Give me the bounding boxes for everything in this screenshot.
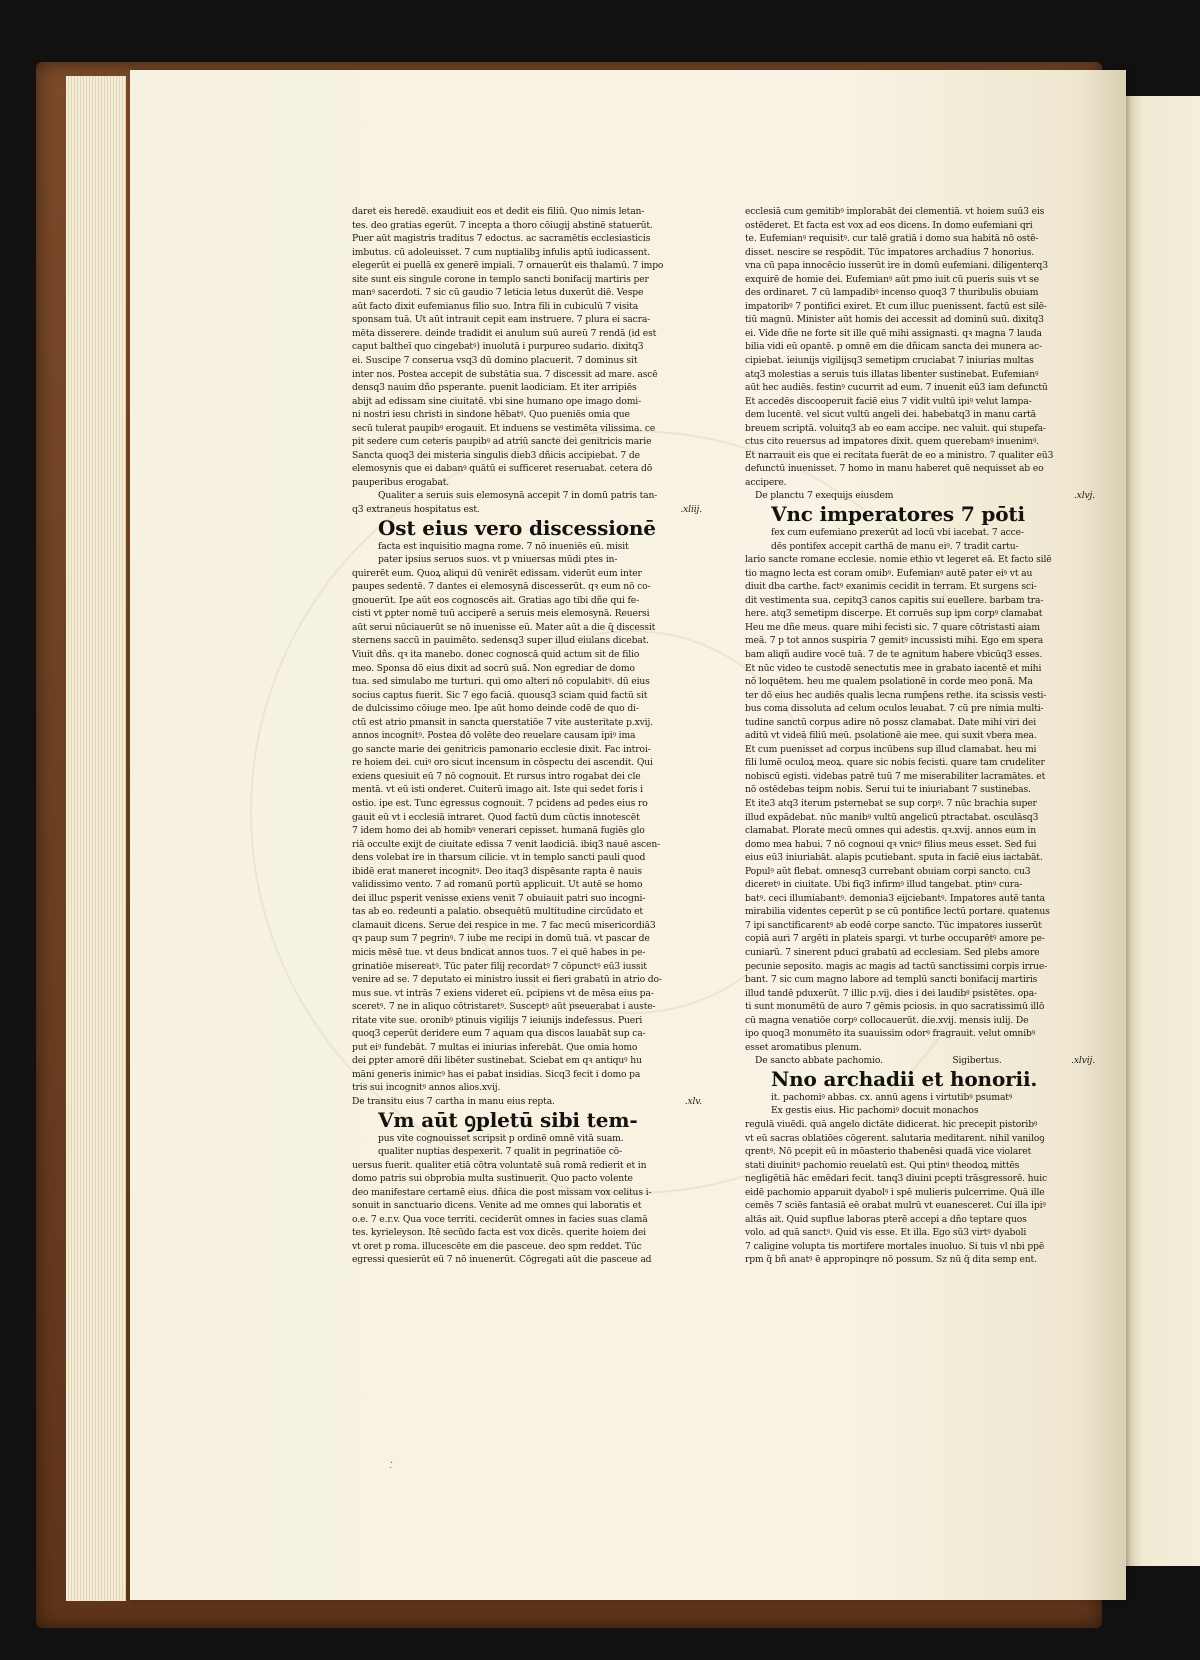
text-line: Et narrauit eis que ei recitata fuerāt de eo a ministro. 7 qualiter eū3 <box>745 449 1054 461</box>
text-line: riā occulte exijt de ciuitate edissa 7 venit laodiciā. ibiq3 nauē ascen- <box>352 838 661 850</box>
text-line: manꝰ sacerdoti. 7 sic cū gaudio 7 leticia letus duxerūt diē. Vespe <box>352 287 644 299</box>
text-line: cipiebat. ieiunijs vigilijsq3 semetipm cruciabat 7 iniurias multas <box>745 355 1034 367</box>
stacked-page-edges <box>66 76 126 1601</box>
text-line: mentā. vt eū isti onderet. Cuiterū imago ait. Iste qui sedet foris i <box>352 784 643 796</box>
text-line: dei illuc psperit venisse exiens venit 7 obuiauit patri suo incogni- <box>352 892 646 904</box>
text-line: egressi quesierūt eū 7 nō inuenerūt. Cōgregati aūt die pasceue ad <box>352 1254 652 1266</box>
text-line: inter nos. Postea accepit de substātia sua. 7 discessit ad mare. ascē <box>352 368 658 380</box>
text-line: fili lumē oculoꝝ meoꝝ. quare sic nobis fecisti. quare tam crudeliter <box>745 757 1045 769</box>
text-line: altās ait. Quid supflue laboras pterē accepi a dño teptare quos <box>745 1213 1027 1225</box>
text-line: des ordinaret. 7 cū lampadibꝰ incenso quoq3 7 thuribulis obuiam <box>745 287 1039 299</box>
text-line: Et accedēs discooperuit faciē eius 7 vidit vultū ipiꝰ velut lampa- <box>745 395 1032 407</box>
text-line: pit sedere cum ceteris paupibꝰ ad atriū sancte dei genitricis marie <box>352 436 652 448</box>
text-line: sponsam tuā. Ut aūt intrauit cepit eam instruere. 7 plura ei sacra- <box>352 314 651 326</box>
text-line: 7 caligine volupta tis mortifere mortales inuoluo. Si tuis vl nbi ppē <box>745 1240 1045 1252</box>
text-line: 7 ipi sanctificarentꝰ ab eodē corpe sancto. Tūc impatores iusserūt <box>745 919 1042 931</box>
text-line: facta est inquisitio magna rome. 7 nō inueniēs eū. misit <box>378 540 629 552</box>
text-line: pauperibus erogabat. <box>352 476 450 488</box>
text-line: volo. ad quā sanctꝰ. Quid vis esse. Et illa. Ego sū3 virtꝰ dyaboli <box>745 1227 1027 1239</box>
text-line: rpm q̄ bñ anatꝰ ē appropinqre nō possum. Sz nū q̄ dita semp ent. <box>745 1254 1037 1266</box>
text-line: ei. Vide dñe ne forte sit ille quē mihi assignasti. qꝛ magna 7 lauda <box>745 327 1042 339</box>
text-line: gnouerūt. Ipe aūt eos cognoscēs ait. Gratias ago tibi dñe qui fe- <box>352 594 640 606</box>
text-line: Ex gestis eius. Hic pachomiꝰ docuit monachos <box>771 1105 979 1117</box>
text-line: tris sui incognitꝰ annos alios.xvij. <box>352 1082 501 1094</box>
text-line: quoq3 ceperūt deridere eum 7 aquam qua discos lauabāt sup ca- <box>352 1028 646 1040</box>
text-line: sceretꝰ. 7 ne in aliquo cōtristaretꝰ. Susceptꝰ aūt pseuerabat i auste- <box>352 1001 656 1013</box>
text-line: ibidē erat maneret incognitꝰ. Deo itaq3 dispēsante rapta ē nauis <box>352 865 642 877</box>
text-line: mēta disserere. deinde tradidit ei anulum suū aureū 7 rendā (id est <box>352 327 657 339</box>
chapter-rubric-xliij <box>352 489 702 516</box>
text-line: negligētiā hāc emēdari fecit. tanq3 diuini pcepti trāsgressorē. huic <box>745 1173 1047 1185</box>
text-line: clamabat. Plorate mecū omnes qui adestis. qꝛ.xvij. annos eum in <box>745 825 1036 837</box>
text-line: quirerēt eum. Quoꝝ aliqui dū venirēt edissam. viderūt eum inter <box>352 567 642 579</box>
text-line: te. Eufemianꝰ requisitꝰ. cur talē gratiā i domo sua habitā nō ostē- <box>745 233 1039 245</box>
text-line: bus coma dissoluta ad celum oculos leuabat. 7 cū pre nimia multi- <box>745 703 1044 715</box>
text-line: exiens quesiuit eū 7 nō cognouit. Et rursus intro rogabat dei cle <box>352 770 641 782</box>
text-line: gauit eū vt i ecclesiā intraret. Quod factū dum cūctis innotescēt <box>352 811 640 823</box>
text-line: defunctū inuenisset. 7 homo in manu haberet quē nequisset ab eo <box>745 463 1044 475</box>
text-line: venire ad se. 7 deputato ei ministro iussit ei fieri grabatū in atrio do- <box>352 974 662 986</box>
text-line: it. pachomiꝰ abbas. cx. annū agens i virtutibꝰ psumatꝰ <box>771 1091 1013 1103</box>
text-line: site sunt eis singule corone in templo sancti bonifacij martiris per <box>352 273 649 285</box>
text-line: ostēderet. Et facta est vox ad eos dicens. In domo eufemiani qri <box>745 219 1033 231</box>
text-line: vna cū papa innocēcio iusserūt ire in domū eufemiani. diligenterq3 <box>745 260 1048 272</box>
text-line: abijt ad edissam sine ciuitatē. vbi sine humano ope imago domi- <box>352 395 642 407</box>
text-line: exquirē de homie dei. Eufemianꝰ aūt pmo iuit cū pueris suis vt se <box>745 273 1039 285</box>
text-line: tiū magnū. Minister aūt homis dei accessit ad dominū suū. dixitq3 <box>745 314 1044 326</box>
text-line: uersus fuerit. qualiter etiā cōtra voluntatē suā romā redierit et in <box>352 1159 647 1171</box>
text-line: aūt hec audiēs. festinꝰ cucurrit ad eum. 7 inuenit eū3 iam defunctū <box>745 382 1048 394</box>
chapter-rubric-xlvj <box>745 489 1095 503</box>
text-line: illud tandē pduxerūt. 7 illic p.vij. dies i dei laudibꝰ psistētes. opa- <box>745 987 1038 999</box>
chapter-number: .xliij. <box>680 504 702 516</box>
chapter-number: .xlvj. <box>1073 490 1095 502</box>
right-text-column <box>745 205 1095 1267</box>
text-line: stati diuinitꝰ pachomio reuelatū est. Qui ptinꝰ theodoꝝ mittēs <box>745 1159 1020 1171</box>
text-line: go sancte marie dei genitricis pamonario ecclesie dixit. Fac introi- <box>352 743 651 755</box>
text-line: tes. kyrieleyson. Itē secūdo facta est vox dicēs. querite hoiem dei <box>352 1227 646 1239</box>
text-line: māni generis inimicꝰ has ei pabat insidias. Sicq3 fecit i domo pa <box>352 1068 641 1080</box>
chapter-heading: Vnc imperatores 7 pōti <box>771 503 1025 527</box>
text-line: Et ite3 atq3 iterum psternebat se sup corpꝰ. 7 nūc brachia super <box>745 797 1037 809</box>
text-line: lario sancte romane ecclesie. nomie ethio vt legeret eā. Et facto silē <box>745 554 1052 566</box>
text-line: tudine sanctū corpus adire nō possz clamabat. Date mihi viri dei <box>745 716 1037 728</box>
text-line: tio magno lecta est coram omibꝰ. Eufemianꝰ autē pater eiꝰ vt au <box>745 567 1033 579</box>
chapter-heading: Ost eius vero discessionē <box>378 516 656 540</box>
text-line: disset. nescire se respōdit. Tūc impatores archadius 7 honorius. <box>745 246 1035 258</box>
text-line: put eiꝰ fundebāt. 7 multas ei iniurias inferebāt. Que omia homo <box>352 1041 638 1053</box>
text-line: pater ipsius seruos suos. vt p vniuersas mūdi ptes in- <box>378 554 618 566</box>
text-line: dens volebat ire in tharsum cilicie. vt in templo sancti pauli quod <box>352 852 646 864</box>
text-line: domo patris sui obprobia multa sustinuerit. Quo pacto volente <box>352 1173 633 1185</box>
text-line: Viuit dñs. qꝛ ita manebo. donec cognoscā quid actum sit de filio <box>352 648 640 660</box>
left-paragraph-b <box>352 540 702 1095</box>
text-line: bam aliqñ audire vocē tuā. 7 de te agnitum habere vbicūq3 esses. <box>745 648 1043 660</box>
left-paragraph-c <box>352 1132 702 1267</box>
text-line: vt eū sacras oblatiōes cōgerent. salutaria meditarent. nihil vaniloꝯ <box>745 1132 1045 1144</box>
chapter-rubric-xlvij <box>745 1054 1095 1068</box>
chapter-number: .xlv. <box>684 1096 702 1107</box>
text-line: socius captus fuerit. Sic 7 ego faciā. quousq3 sciam quid factū sit <box>352 689 648 701</box>
text-line: caput baltheī quo cingebatꝰ) inuolutā i purpureo sudario. dixitq3 <box>352 341 644 353</box>
text-line: tes. deo gratias egerūt. 7 incepta a thoro cōiugij abstinē statuerūt. <box>352 219 653 231</box>
ink-mark: ·̣ <box>390 1458 394 1469</box>
text-line: Sancta quoq3 dei misteria singulis dieb3 dñicis accipiebat. 7 de <box>352 449 640 461</box>
text-line: fex cum eufemiano ꝑrexerūt ad locū vbi iacebat. 7 acce- <box>771 527 1024 539</box>
chapter-heading: Nno archadii et honorii. <box>771 1067 1038 1091</box>
text-line: re hoiem dei. cuiꝰ oro sicut incensum in cōspectu dei ascendit. Qui <box>352 757 653 769</box>
text-line: cisti vt ꝑpter nomē tuū acciperē a seruis meis elemosynā. Reuersi <box>352 608 650 620</box>
text-line: mirabilia videntes ceperūt p se cū pontifice lectū portare. quatenus <box>745 906 1050 918</box>
text-line: Puer aūt magistris traditus 7 edoctus. ac sacramētis ecclesiasticis <box>352 233 651 245</box>
text-line: Populꝰ aūt flebat. omnesq3 currebant obuiam corpi sancto. cu3 <box>745 865 1031 877</box>
text-line: imbutus. cū adoleuisset. 7 cum nuptialibꝫ infulis aptū iudicassent. <box>352 246 650 258</box>
text-line: qꝛ paup sum 7 pegrinꝰ. 7 iube me recipi in domū tuā. vt pascar de <box>352 933 650 945</box>
text-line: grinatiōe misereatꝰ. Tūc pater filij recordatꝰ 7 cōpunctꝰ eū3 iussit <box>352 960 647 972</box>
rubric-line: q3 extraneus hospitatus est. <box>352 504 480 516</box>
text-line: nobiscū egisti. videbas patrē tuū 7 me miserabiliter lacramātes. et <box>745 770 1046 782</box>
text-line: breuem scriptā. voluitq3 ab eo eam accipe. nec valuit. qui stupefa- <box>745 422 1046 434</box>
left-text-column <box>352 205 702 1267</box>
text-line: secū tulerat paupibꝰ erogauit. Et induens se vestimēta vilissima. ce <box>352 422 656 434</box>
text-line: cū magna venatiōe corpꝰ collocauerūt. die.xvij. mensis iulij. De <box>745 1014 1029 1026</box>
text-line: annos incognitꝰ. Postea dō volēte deo reuelare causam ipiꝰ ima <box>352 730 636 742</box>
text-line: illud expādebat. nūc manibꝰ vultū angelicū ptractabat. osculāsq3 <box>745 811 1039 823</box>
text-line: esset aromatibus plenum. <box>745 1041 862 1053</box>
text-line: accipere. <box>745 476 787 488</box>
facing-page-edge <box>1120 96 1200 1566</box>
text-line: diuit dba carthe. factꝰ exanimis cecidit in terram. Et surgens sci- <box>745 581 1037 593</box>
text-line: deo manifestare certamē eius. dñica die post missam vox celitus i- <box>352 1186 652 1198</box>
text-line: micis mēsē tue. vt deus bndicat annos tuos. 7 ei quē habes in pe- <box>352 946 646 958</box>
text-line: cuniarū. 7 sinerent pduci grabatū ad ecclesiam. Sed plebs amore <box>745 946 1040 958</box>
text-line: bilia vidi eū opantē. p omnē em die dñicam sancta dei munera ac- <box>745 341 1042 353</box>
text-line: mus sue. vt intrās 7 exiens videret eū. pcipiens vt de mēsa eius pa- <box>352 987 654 999</box>
text-line: batꝰ. ceci illumiabantꝰ. demonia3 eijciebantꝰ. Impatores autē tanta <box>745 892 1045 904</box>
text-line: Et cum puenisset ad corpus incūbens sup illud clamabat. heu mi <box>745 743 1037 755</box>
text-line: elemosynis que ei dabanꝰ quātū ei sufficeret reseruabat. cetera dō <box>352 463 653 475</box>
text-line: ritate vite sue. oronibꝰ ptinuis vigilijs 7 ieiunijs indefessus. Pueri <box>352 1014 643 1026</box>
chapter-number: .xlvij. <box>1071 1055 1095 1067</box>
text-line: sonuit in sanctuario dicens. Venite ad me omnes qui laboratis et <box>352 1200 642 1212</box>
text-line: atq3 molestias a seruis tuis illatas libenter sustinebat. Eufemianꝰ <box>745 368 1039 380</box>
text-line: 7 idem homo dei ab homibꝰ venerari cepisset. humanā fugiēs glo <box>352 825 645 837</box>
text-line: daret eis heredē. exaudiuit eos et dedit eis filiū. Quo nimis letan- <box>352 206 645 217</box>
text-line: meo. Sponsa dō eius dixit ad socrū suā. Non egrediar de domo <box>352 662 635 674</box>
text-line: domo mea habui. 7 nō cognoui qꝛ vnicꝰ filius meus esset. Sed fui <box>745 838 1037 850</box>
text-line: paupes sedentē. 7 dantes ei elemosynā discesserūt. qꝛ eum nō co- <box>352 581 651 593</box>
text-line: eidē pachomio apparuit dyabolꝰ i spē mulieris pulcerrime. Quā ille <box>745 1186 1045 1198</box>
text-line: qrentꝰ. Nō pcepit eū in mōasterio thabenēsi quadā vice violaret <box>745 1146 1032 1158</box>
text-line: nō ostēdebas teipm nobis. Serui tui te iniuriabant 7 sustinebas. <box>745 784 1031 796</box>
text-line: ter dō eius hec audiēs qualis lecna rump̄ens rethe. ita scissis vesti- <box>745 689 1047 701</box>
text-line: Heu me dñe meus. quare mihi fecisti sic. 7 quare cōtristasti aiam <box>745 621 1040 633</box>
text-line: ostio. ipe est. Tunc egressus cognouit. 7 pcidens ad pedes eius ro <box>352 797 648 809</box>
text-line: bant. 7 sic cum magno labore ad templū sancti bonifacij martiris <box>745 974 1038 986</box>
text-line: eius eū3 iniuriabāt. alapis pcutiebant. sputa in faciē eius iactabāt. <box>745 852 1043 864</box>
text-line: impatoribꝰ 7 pontifici exiret. Et cum illuc puenissent. factū est silē- <box>745 300 1047 312</box>
rubric-line: Qualiter a seruis suis elemosynā accepit 7 in domū patris tan- <box>378 490 658 502</box>
text-line: qualiter nuptias despexerit. 7 qualit in pegrinatiōe cō- <box>378 1146 623 1158</box>
text-line: ecclesiā cum gemitibꝰ implorabāt dei clementiā. vt hoiem suū3 eis <box>745 206 1045 217</box>
text-line: densq3 nauim dño psperante. puenit laodiciam. Et iter arripiēs <box>352 382 637 394</box>
text-line: tua. sed simulabo me turturi. qui omo alteri nō copulabitꝰ. dū eius <box>352 676 650 688</box>
text-line: aditū vt videā filiū meū. psolationē aie mee. qui suxit vbera mea. <box>745 730 1037 742</box>
text-line: pus vite cognouisset scripsit p ordinē omnē vitā suam. <box>378 1132 624 1144</box>
text-line: dem lucentē. vel sicut vultū angeli dei. habebatq3 in manu cartā <box>745 409 1036 421</box>
text-line: aūt facto dixit eufemianus filio suo. Intra fili in cubiculū 7 visita <box>352 300 639 312</box>
text-line: Et nūc video te custodē senectutis mee in grabato iacentē et mihi <box>745 662 1042 674</box>
text-line: o.e. 7 e.r.v. Qua voce territi. ceciderūt omnes in facies suas clamā <box>352 1213 648 1225</box>
rubric-line: De sancto abbate pachomio. <box>755 1055 883 1067</box>
text-line: ni nostri iesu christi in sindone hēbatꝰ. Quo pueniēs omia que <box>352 409 630 421</box>
text-line: elegerūt ei puellā ex generē impiali. 7 ornauerūt eis thalamū. 7 impo <box>352 260 664 272</box>
text-line: diceretꝰ in ciuitate. Ubi fiq3 infirmꝰ illud tangebat. ptinꝰ cura- <box>745 879 1023 891</box>
right-paragraph-a <box>745 205 1095 489</box>
rubric-source: Sigibertus. <box>952 1055 1002 1067</box>
text-line: aūt serui nūciauerūt se nō inuenisse eū. Mater aūt a die q̄ discessit <box>352 621 656 633</box>
text-line: ctus cito reuersus ad impatores dixit. quem querebamꝰ inuenimꝰ. <box>745 436 1040 448</box>
left-paragraph-a <box>352 205 702 489</box>
text-line: regulā viuēdi. quā angelo dictāte didicerat. hic precepit pistoribꝰ <box>745 1119 1038 1130</box>
text-line: ctū est atrio pmansit in sancta querstatiōe 7 vite austeritate p.xvij. <box>352 716 653 728</box>
text-line: dei ꝑpter amorē dñi libēter sustinebat. Sciebat em qꝛ antiquꝰ hu <box>352 1055 642 1067</box>
rubric-line: De transitu eius 7 cartha in manu eius repta. <box>352 1096 555 1107</box>
text-line: dēs pontifex accepit carthā de manu eiꝰ. 7 tradit cartu- <box>771 540 1019 552</box>
text-line: meā. 7 p tot annos suspiria 7 gemitꝰ incussisti mihi. Ego em spera <box>745 635 1044 647</box>
text-line: cemēs 7 sciēs fantasiā eē orabat mulrū vt euanesceret. Cui illa ipiꝰ <box>745 1200 1046 1212</box>
right-paragraph-c <box>745 1091 1095 1267</box>
text-line: clamauit dicens. Serue dei respice in me. 7 fac mecū misericordiā3 <box>352 919 656 931</box>
text-line: copiā auri 7 argēti in plateis spargi. vt turbe occuparētꝰ amore pe- <box>745 933 1045 945</box>
rubric-line: De planctu 7 exequijs eiusdem <box>755 490 894 502</box>
text-line: here. atq3 semetipm discerpe. Et corruēs sup ipm corpꝰ clamabat <box>745 608 1043 620</box>
text-line: validissimo vento. 7 ad romanū portū applicuit. Ut autē se homo <box>352 879 643 891</box>
text-line: de dulcissimo cōiuge meo. Ipe aūt homo deinde codē de quo di- <box>352 703 639 715</box>
text-line: tas ab eo. redeunti a palatio. obsequētū multitudine circūdato et <box>352 906 643 918</box>
text-line: nō loquētem. heu me qualem psolationē in corde meo ponā. Ma <box>745 676 1033 688</box>
chapter-rubric-xlv <box>352 1095 702 1109</box>
text-line: ti sunt monumētū de auro 7 gēmis pciosis. in quo sacratissimū illō <box>745 1001 1045 1013</box>
chapter-heading: Vm aūt ꝯpletū sibi tem- <box>378 1108 638 1132</box>
text-line: vt oret p roma. illucescēte em die pasceue. deo spm reddet. Tūc <box>352 1240 642 1252</box>
text-line: ipo quoq3 monumēto ita suauissim odorꝰ fragrauit. velut omnibꝰ <box>745 1028 1036 1040</box>
text-line: dit vestimenta sua. cepitq3 canos capitis sui euellere. barbam tra- <box>745 594 1044 606</box>
text-line: ei. Suscipe 7 conserua vsq3 dū domino placuerit. 7 dominus sit <box>352 355 638 367</box>
text-line: pecunie seposito. magis ac magis ad tactū sanctissimi corpis irrue- <box>745 960 1048 972</box>
text-line: sternens saccū in pauimēto. sedensq3 super illud eiulans dicebat. <box>352 635 649 647</box>
right-paragraph-b <box>745 526 1095 1054</box>
